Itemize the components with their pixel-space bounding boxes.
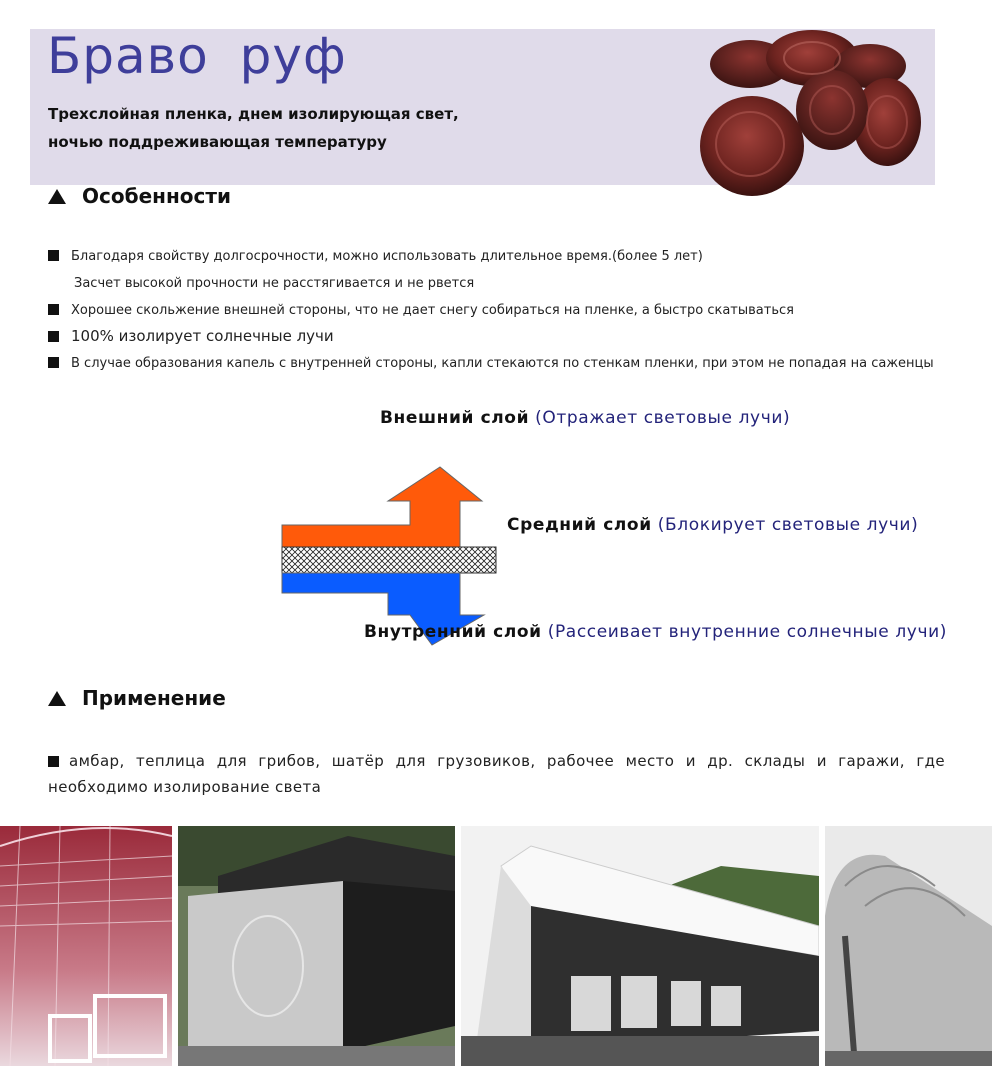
inner-layer-desc: (Рассеивает внутренние солнечные лучи) (547, 622, 947, 642)
interior-frame-photo (0, 826, 172, 1066)
square-bullet-icon (48, 250, 59, 261)
covered-shed-photo (178, 826, 455, 1066)
inner-layer-name: Внутренний слой (364, 622, 542, 642)
middle-layer-band (282, 547, 496, 573)
greenhouse-tunnel-photo (825, 826, 992, 1066)
outer-layer-label (380, 408, 790, 428)
middle-layer-label (507, 515, 918, 535)
triangle-bullet-icon (48, 189, 66, 204)
feature-item-continuation (74, 276, 474, 292)
application-heading (48, 686, 226, 710)
features-heading-text: Особенности (82, 184, 231, 208)
feature-item (48, 249, 703, 265)
feature-text: Хорошее скольжение внешней стороны, что не дает снегу собираться на пленке, а быстро скатываться (71, 303, 794, 318)
feature-text: Благодаря свойству долгосрочности, можно использовать длительное время.(более 5 лет) (71, 249, 703, 264)
square-bullet-icon (48, 331, 59, 342)
inner-layer-label (364, 622, 947, 642)
square-bullet-icon (48, 304, 59, 315)
subtitle-line-1: Трехслойная пленка, днем изолирующая свет, (48, 105, 459, 123)
features-heading (48, 184, 231, 208)
outer-layer-name: Внешний слой (380, 408, 530, 428)
outer-layer-desc: (Отражает световые лучи) (535, 408, 791, 428)
outer-layer-arrow (282, 467, 482, 547)
subtitle-line-2: ночью поддреживающая температуру (48, 133, 387, 151)
feature-text: 100% изолирует солнечные лучи (71, 327, 334, 345)
middle-layer-name: Средний слой (507, 515, 652, 535)
feature-text: Засчет высокой прочности не расстягивается и не рвется (74, 276, 475, 291)
feature-item (48, 303, 794, 319)
feature-item (48, 356, 934, 372)
feature-item (48, 328, 334, 344)
reishi-mushroom-image (692, 26, 924, 198)
feature-text: В случае образования капель с внутренней стороны, капли стекаются по стенкам пленки, при этом не попадая на саженцы (71, 356, 934, 371)
application-text (48, 748, 945, 800)
application-description: амбар, теплица для грибов, шатёр для грузовиков, рабочее место и др. склады и гаражи, где необходимо изолирование света (48, 752, 945, 796)
middle-layer-desc: (Блокирует световые лучи) (657, 515, 919, 535)
square-bullet-icon (48, 756, 59, 767)
brand-title: Браво руф (47, 27, 347, 85)
subtitle (48, 100, 459, 156)
warehouse-tent-photo (461, 826, 819, 1066)
application-heading-text: Применение (82, 686, 226, 710)
triangle-bullet-icon (48, 691, 66, 706)
square-bullet-icon (48, 357, 59, 368)
